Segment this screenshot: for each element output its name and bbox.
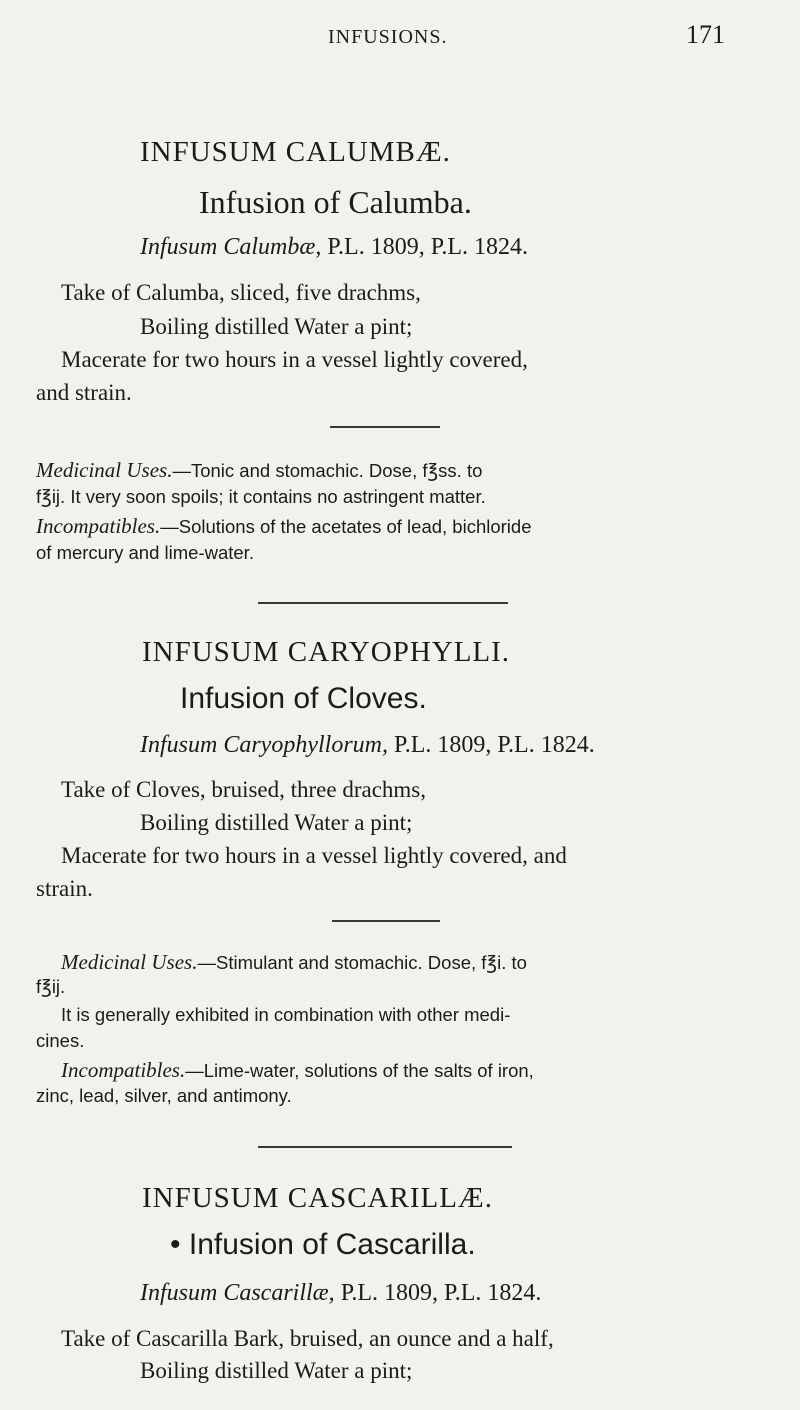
section-latin-title: INFUSUM CARYOPHYLLI. (142, 636, 511, 668)
reference-editions: P.L. 1809, P.L. 1824. (327, 234, 529, 260)
uses-text: —Stimulant and stomachic. Dose, f℥i. to (197, 952, 527, 973)
uses-text: —Tonic and stomachic. Dose, f℥ss. to (172, 460, 483, 481)
incompatibles (36, 514, 532, 539)
reference-latin: Infusum Cascarillæ, (140, 1280, 335, 1306)
incompat-label: Incompatibles. (61, 1058, 186, 1082)
reference-editions: P.L. 1809, P.L. 1824. (394, 732, 595, 758)
recipe-line: Boiling distilled Water a pint; (140, 314, 413, 339)
reference-latin: Infusum Caryophyllorum, (140, 732, 388, 758)
uses-text: cines. (36, 1030, 85, 1051)
section-english-title: Infusion of Cloves. (180, 682, 427, 715)
running-head (0, 12, 800, 52)
incompatibles (61, 1058, 534, 1083)
section-divider (258, 1146, 512, 1148)
section-divider (258, 602, 508, 604)
uses-label: Medicinal Uses. (36, 458, 173, 482)
recipe-line: Macerate for two hours in a vessel lightly covered, and (61, 843, 567, 868)
uses-label: Medicinal Uses. (61, 950, 198, 974)
recipe-line: Take of Cascarilla Bark, bruised, an ounce and a half, (61, 1326, 554, 1351)
english-title-text: Infusion of Cascarilla. (188, 1228, 476, 1261)
section-latin-title: INFUSUM CASCARILLÆ. (142, 1182, 493, 1214)
section-reference (140, 1280, 541, 1307)
incompat-text: —Lime-water, solutions of the salts of iron, (185, 1060, 534, 1081)
recipe-line: Boiling distilled Water a pint; (140, 1358, 413, 1383)
medicinal-uses (61, 950, 527, 975)
section-reference (140, 234, 528, 261)
uses-text: f℥ij. (36, 976, 66, 997)
incompat-text: of mercury and lime-water. (36, 542, 254, 563)
section-english-title (170, 1228, 476, 1262)
uses-text: f℥ij. It very soon spoils; it contains no astringent matter. (36, 486, 486, 507)
recipe-line: Macerate for two hours in a vessel lightly covered, (61, 347, 528, 372)
page-number: 171 (686, 20, 725, 49)
short-divider (332, 920, 440, 922)
section-latin-title: INFUSUM CALUMBÆ. (140, 136, 451, 168)
reference-latin: Infusum Calumbæ, (140, 234, 322, 260)
medicinal-uses (36, 458, 482, 483)
section-reference (140, 732, 595, 759)
recipe-line: Boiling distilled Water a pint; (140, 810, 413, 835)
short-divider (330, 426, 440, 428)
section-english-title: Infusion of Calumba. (199, 184, 472, 220)
incompat-text: zinc, lead, silver, and antimony. (36, 1085, 292, 1106)
recipe-line: strain. (36, 876, 93, 901)
incompat-label: Incompatibles. (36, 514, 161, 538)
incompat-text: —Solutions of the acetates of lead, bichloride (160, 516, 532, 537)
uses-text: It is generally exhibited in combination with other medi- (61, 1004, 511, 1025)
recipe-line: Take of Calumba, sliced, five drachms, (61, 280, 421, 305)
recipe-line: and strain. (36, 380, 132, 405)
running-title: INFUSIONS. (328, 26, 448, 48)
bullet-mark: • (170, 1228, 181, 1261)
recipe-line: Take of Cloves, bruised, three drachms, (61, 777, 427, 802)
reference-editions: P.L. 1809, P.L. 1824. (340, 1280, 542, 1306)
